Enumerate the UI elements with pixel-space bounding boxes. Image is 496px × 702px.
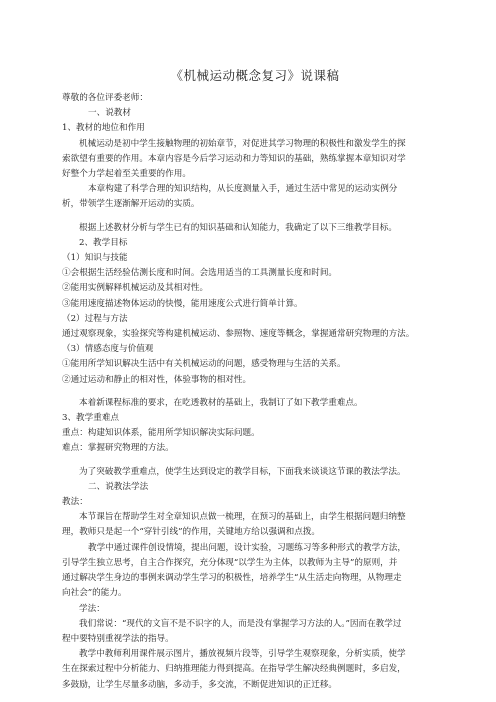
text-line: 引导学生独立思考，自主合作探究，充分体现“以学生为主体，以教师为主导”的原则，并 bbox=[62, 557, 398, 568]
text-line: 为了突破教学重难点，使学生达到设定的教学目标，下面我来谈谈这节课的教法学法。 bbox=[79, 466, 406, 477]
text-line: 学法： bbox=[79, 603, 105, 614]
text-line: 通过解决学生身边的事例来调动学生学习的积极性，培养学生“从生活走向物理，从物理走 bbox=[62, 573, 402, 584]
text-line: 3、教学重难点 bbox=[62, 413, 120, 424]
text-line: 教学中教师利用课件展示图片，播放视频片段等，引导学生观察现象，分析实质，使学 bbox=[79, 649, 406, 660]
text-line: 机械运动是初中学生接触物理的初始章节，对促进其学习物理的积极性和激发学生的探 bbox=[79, 138, 406, 149]
text-line: 本节课旨在帮助学生对全章知识点做一梳理，在预习的基础上，由学生根据问题归纳整 bbox=[79, 512, 406, 523]
text-line: 我们常说：“现代的文盲不是不识字的人，而是没有掌握学习方法的人。”因而在教学过 bbox=[79, 618, 402, 629]
text-line: 程中要特别重视学法的指导。 bbox=[62, 633, 174, 644]
text-line: （3）情感态度与价值观 bbox=[62, 344, 154, 355]
text-line: 析，带领学生逐渐解开运动的实质。 bbox=[62, 199, 200, 210]
text-line: 理，教师只是起一个“穿针引线”的作用，关键地方给以强调和点拨。 bbox=[62, 527, 321, 538]
text-line: ①会根据生活经验估测长度和时间。会选用适当的工具测量长度和时间。 bbox=[62, 268, 338, 279]
text-line: 重点：构建知识体系，能用所学知识解决实际问题。 bbox=[62, 428, 260, 439]
text-line: 通过观察现象，实验探究等构建机械运动、参照物、速度等概念，掌握通常研究物理的方法。 bbox=[62, 329, 415, 340]
text-line: 教学中通过课件创设情境，提出问题，设计实验，习题练习等多种形式的教学方法， bbox=[88, 542, 406, 553]
document-body bbox=[62, 91, 448, 693]
text-line: 二、说教法学法 bbox=[88, 481, 149, 492]
text-line: 本章构建了科学合理的知识结构，从长度测量入手，通过生活中常见的运动实例分 bbox=[88, 184, 398, 195]
document-title: 《机械运动概念复习》说课稿 bbox=[170, 68, 340, 83]
text-line: ①能用所学知识解决生活中有关机械运动的问题，感受物理与生活的关系。 bbox=[62, 359, 346, 370]
text-line: 多鼓励，让学生尽量多动脑，多动手，多交流，不断促进知识的正迁移。 bbox=[62, 679, 338, 690]
text-line: 根据上述教材分析与学生已有的知识基础和认知能力，我确定了以下三维教学目标。 bbox=[79, 222, 397, 233]
text-line: 难点：掌握研究物理的方法。 bbox=[62, 443, 174, 454]
text-line: 2、教学目标 bbox=[79, 237, 128, 248]
text-line: （2）过程与方法 bbox=[62, 313, 128, 324]
text-line: 1、教材的地位和作用 bbox=[62, 123, 145, 134]
text-line: ②能用实例解释机械运动及其相对性。 bbox=[62, 283, 209, 294]
text-line: 索欲望有重要的作用。本章内容是今后学习运动和力等知识的基础，熟练掌握本章知识对学 bbox=[62, 153, 406, 164]
paragraph-gap bbox=[62, 457, 448, 465]
text-line: ②通过运动和静止的相对性，体验事物的相对性。 bbox=[62, 374, 252, 385]
text-line: 尊敬的各位评委老师： bbox=[62, 93, 148, 103]
text-line: 本着新课程标准的要求，在吃透教材的基础上，我制订了如下教学重难点。 bbox=[79, 397, 363, 408]
paragraph-gap bbox=[62, 388, 448, 396]
paragraph-gap bbox=[62, 213, 448, 221]
text-line: 生在探索过程中分析能力、归纳推理能力得到提高。在指导学生解决经典例题时，多启发， bbox=[62, 664, 406, 675]
text-line: 教法： bbox=[62, 497, 88, 508]
text-line: ③能用速度描述物体运动的快慢，能用速度公式进行简单计算。 bbox=[62, 298, 303, 309]
text-line: 向社会”的能力。 bbox=[62, 588, 127, 599]
text-line: 一、说教材 bbox=[88, 108, 131, 119]
text-line: 好整个力学起着至关重要的作用。 bbox=[62, 169, 191, 180]
text-line: （1）知识与技能 bbox=[62, 253, 128, 264]
